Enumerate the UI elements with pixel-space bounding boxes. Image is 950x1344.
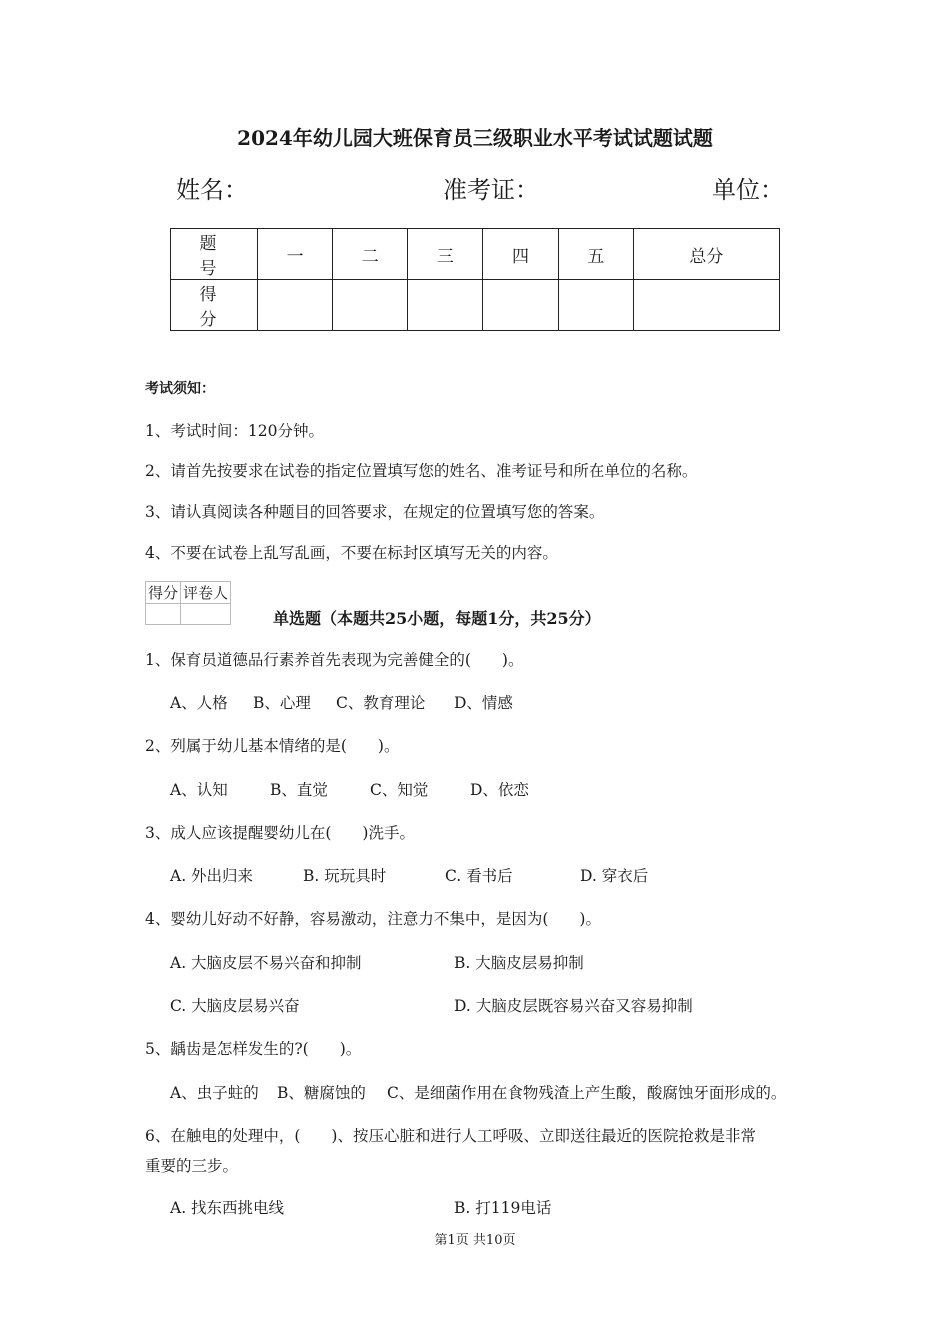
option: A. 外出归来 [170,867,254,885]
exam-id-label: 准考证： [443,176,539,204]
score-cell[interactable] [483,280,558,331]
score-cell[interactable] [633,280,779,331]
score-table [170,228,780,331]
header-cell-label: 题 号 [171,229,258,280]
grader-score-label: 得分 [146,582,181,604]
question-5: 5、龋齿是怎样发生的?( )。 [145,1040,362,1058]
header-cell-4: 四 [483,229,558,280]
grader-table [145,581,231,625]
option: C、是细菌作用在食物残渣上产生酸，酸腐蚀牙面形成的。 [387,1084,787,1102]
question-6-cont: 重要的三步。 [145,1157,239,1175]
score-table-score-row [171,280,780,331]
section-title: 单选题（本题共25小题，每题1分，共25分） [273,609,601,628]
score-cell[interactable] [258,280,333,331]
option: D. 穿衣后 [580,867,649,885]
option: C. 大脑皮层易兴奋 [170,997,300,1015]
header-cell-5: 五 [558,229,633,280]
option: B、直觉 [270,781,328,799]
score-table-header-row [171,229,780,280]
option: A、虫子蛀的 [170,1084,259,1102]
question-3: 3、成人应该提醒婴幼儿在( )洗手。 [145,824,415,842]
question-1: 1、保育员道德品行素养首先表现为完善健全的( )。 [145,651,524,669]
option: D. 大脑皮层既容易兴奋又容易抑制 [454,997,693,1015]
option: B、心理 [253,694,311,712]
score-cell[interactable] [333,280,408,331]
grader-reviewer-label: 评卷人 [181,582,231,604]
option: B. 玩玩具时 [303,867,387,885]
notice-item: 2、请首先按要求在试卷的指定位置填写您的姓名、准考证号和所在单位的名称。 [145,462,698,480]
score-cell[interactable] [558,280,633,331]
question-2: 2、列属于幼儿基本情绪的是( )。 [145,737,400,755]
option: C. 看书后 [445,867,513,885]
question-4: 4、婴幼儿好动不好静，容易激动，注意力不集中，是因为( )。 [145,910,601,928]
option: D、情感 [454,694,513,712]
option: C、教育理论 [336,694,426,712]
header-cell-total: 总分 [633,229,779,280]
notice-item: 4、不要在试卷上乱写乱画，不要在标封区填写无关的内容。 [145,544,558,562]
grader-score-cell[interactable] [146,604,181,625]
option: B、糖腐蚀的 [277,1084,366,1102]
option: B. 打119电话 [454,1199,552,1217]
header-cell-1: 一 [258,229,333,280]
header-cell-3: 三 [408,229,483,280]
option: B. 大脑皮层易抑制 [454,954,584,972]
name-label: 姓名： [176,176,248,204]
option: A. 找东西挑电线 [170,1199,285,1217]
grader-reviewer-cell[interactable] [181,604,231,625]
score-row-label: 得 分 [171,280,258,331]
notice-heading: 考试须知： [145,381,215,397]
option: D、依恋 [470,781,529,799]
option: A、认知 [170,781,228,799]
option: A、人格 [170,694,228,712]
option: A. 大脑皮层不易兴奋和抑制 [170,954,362,972]
notice-item: 3、请认真阅读各种题目的回答要求，在规定的位置填写您的答案。 [145,503,605,521]
page-footer: 第1页 共10页 [434,1233,516,1248]
option: C、知觉 [370,781,429,799]
page-title: 2024年幼儿园大班保育员三级职业水平考试试题试题 [237,126,713,150]
notice-item: 1、考试时间：120分钟。 [145,422,324,440]
unit-label: 单位： [712,176,784,204]
question-6: 6、在触电的处理中，( )、按压心脏和进行人工呼吸、立即送往最近的医院抢救是非常 [145,1127,756,1145]
header-cell-2: 二 [333,229,408,280]
score-cell[interactable] [408,280,483,331]
